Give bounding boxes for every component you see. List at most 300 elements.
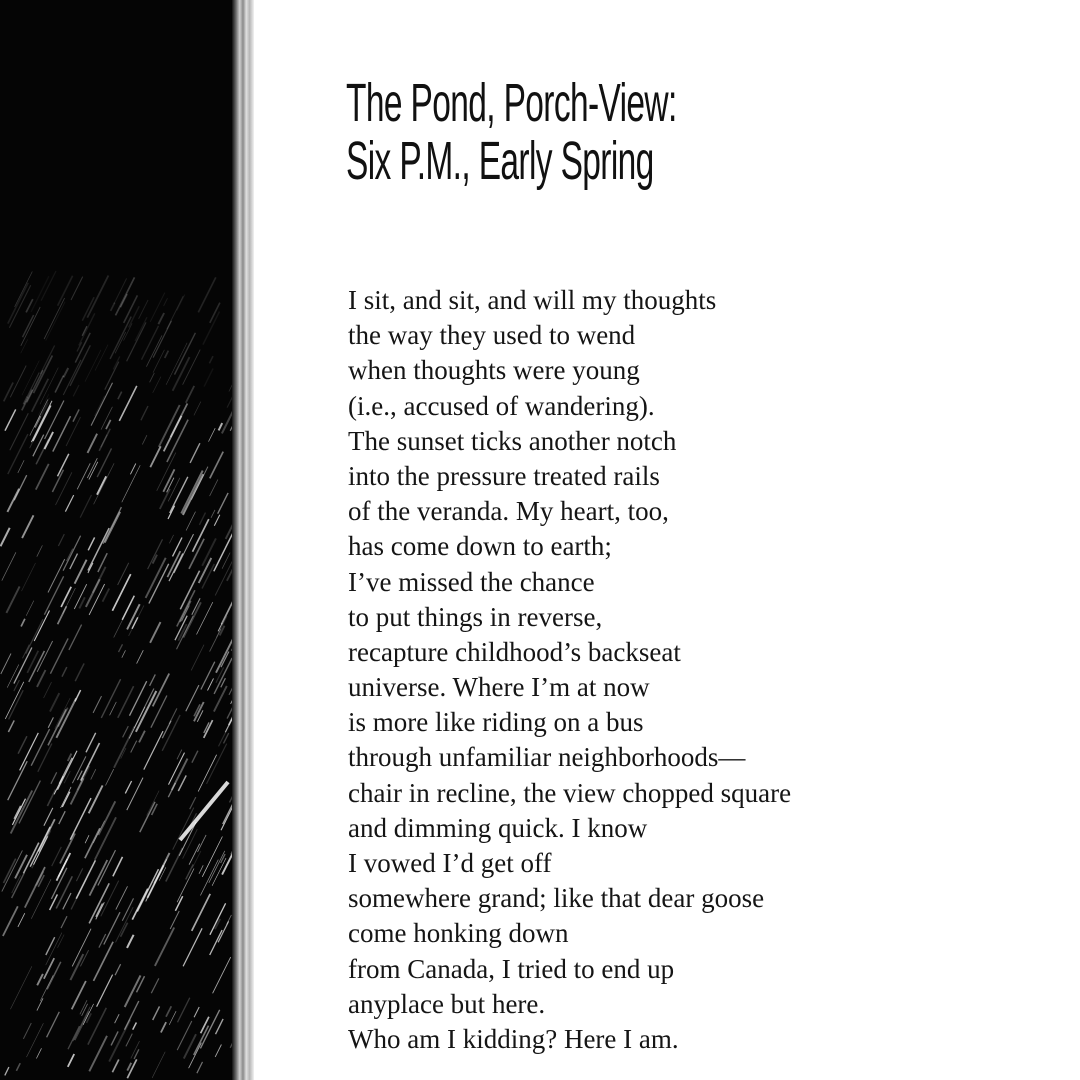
- wood-grain-streak: [219, 719, 233, 747]
- wood-grain-streak: [23, 645, 30, 659]
- wood-grain-streak: [61, 587, 71, 607]
- wood-grain-streak: [47, 790, 55, 807]
- wood-grain-streak: [63, 360, 81, 395]
- wood-grain-streak: [31, 276, 49, 312]
- wood-grain-streak: [89, 462, 98, 480]
- wood-grain-streak: [121, 294, 128, 307]
- wood-grain-streak: [34, 611, 49, 642]
- wood-grain-streak: [150, 674, 156, 685]
- wood-grain-streak: [201, 662, 215, 690]
- wood-grain-streak: [178, 775, 186, 791]
- poem-line: into the pressure treated rails: [348, 460, 660, 491]
- wood-grain-streak: [101, 881, 119, 917]
- wood-grain-streak: [132, 889, 148, 920]
- wood-grain-streak: [208, 678, 214, 690]
- wood-grain-streak: [216, 616, 227, 637]
- wood-grain-streak: [41, 271, 56, 301]
- wood-grain-streak: [85, 835, 89, 843]
- wood-grain-streak: [79, 597, 85, 608]
- wood-grain-streak: [87, 458, 97, 478]
- wood-grain-streak: [197, 1062, 203, 1073]
- poem-line: (i.e., accused of wandering).: [348, 390, 655, 421]
- wood-grain-streak: [69, 625, 82, 650]
- wood-grain-streak: [151, 696, 167, 728]
- wood-grain-streak: [135, 317, 147, 341]
- wood-grain-streak: [37, 641, 52, 672]
- wood-grain-streak: [186, 685, 199, 711]
- wood-grain-streak: [139, 731, 145, 743]
- poem-line: chair in recline, the view chopped square: [348, 777, 792, 808]
- poem-line: recapture childhood’s backseat: [348, 636, 681, 667]
- wood-grain-streak: [10, 366, 26, 398]
- wood-grain-streak: [201, 1017, 209, 1034]
- wood-grain-streak: [50, 693, 59, 712]
- wood-grain-streak: [37, 545, 43, 556]
- wood-grain-streak: [83, 1004, 94, 1025]
- wood-grain-streak: [23, 315, 34, 337]
- wood-grain-streak: [116, 886, 128, 909]
- wood-grain-streak: [99, 934, 106, 948]
- wood-grain-streak: [142, 435, 147, 444]
- wood-grain-streak: [7, 489, 19, 512]
- poem-line: come honking down: [348, 918, 569, 949]
- wood-grain-streak: [56, 472, 72, 505]
- wood-grain-streak: [178, 998, 190, 1023]
- wood-grain-streak: [47, 1012, 60, 1038]
- wood-grain-streak: [73, 385, 79, 396]
- wood-grain-streak: [21, 619, 25, 627]
- wood-grain-streak: [168, 506, 175, 519]
- wood-grain-streak: [47, 962, 61, 990]
- poem-line: universe. Where I’m at now: [348, 672, 650, 703]
- wood-grain-streak: [63, 893, 71, 909]
- wood-grain-streak: [111, 1031, 118, 1045]
- wood-grain-streak: [150, 446, 160, 467]
- wood-grain-streak: [65, 495, 73, 512]
- wood-grain-streak: [164, 298, 168, 306]
- wood-grain-streak: [40, 346, 54, 374]
- wood-grain-streak: [158, 313, 164, 324]
- wood-grain-streak: [51, 868, 67, 899]
- wood-grain-streak: [58, 606, 67, 624]
- wood-grain-streak: [181, 471, 202, 514]
- wood-grain-texture: [0, 0, 250, 1080]
- poem-line: The sunset ticks another notch: [348, 425, 677, 456]
- wood-grain-streak: [8, 720, 14, 732]
- wood-grain-streak: [18, 736, 27, 754]
- wood-grain-streak: [116, 277, 135, 315]
- wood-grain-streak: [170, 911, 179, 929]
- wood-grain-streak: [192, 751, 198, 763]
- poem-line: is more like riding on a bus: [348, 707, 644, 738]
- wood-grain-streak: [36, 440, 48, 465]
- wood-grain-streak: [189, 844, 200, 865]
- poem-line: to put things in reverse,: [348, 601, 603, 632]
- wood-grain-streak: [22, 563, 36, 591]
- wood-grain-streak: [194, 1026, 209, 1055]
- wood-grain-streak: [150, 373, 155, 382]
- book-page-edge: [232, 0, 254, 1080]
- poem-body: [348, 283, 791, 1057]
- poem-title-line: Six P.M., Early Spring: [346, 131, 654, 191]
- wood-grain-streak: [210, 930, 222, 955]
- wood-grain-streak: [3, 906, 18, 936]
- wood-grain-streak: [209, 428, 216, 441]
- wood-grain-streak: [55, 376, 63, 393]
- wood-grain-streak: [97, 975, 113, 1007]
- wood-grain-streak: [150, 622, 160, 643]
- wood-grain-streak: [95, 817, 116, 860]
- wood-grain-streak: [68, 1026, 80, 1049]
- wood-grain-streak: [211, 510, 215, 518]
- wood-grain-streak: [56, 876, 72, 908]
- wood-grain-streak: [16, 1063, 20, 1071]
- wood-grain-streak: [98, 850, 116, 885]
- wood-grain-streak: [127, 1063, 131, 1071]
- wood-grain-streak: [72, 929, 91, 967]
- wood-grain-streak: [12, 799, 25, 825]
- wood-grain-streak: [152, 1052, 165, 1078]
- wood-grain-streak: [26, 601, 34, 616]
- wood-grain-streak: [153, 377, 161, 393]
- wood-grain-streak: [31, 729, 49, 766]
- wood-grain-streak: [76, 860, 95, 898]
- wood-grain-streak: [67, 549, 73, 561]
- wood-grain-streak: [18, 460, 24, 473]
- wood-grain-streak: [37, 998, 43, 1010]
- wood-grain-streak: [93, 696, 101, 713]
- wood-grain-streak: [11, 791, 33, 834]
- wood-grain-streak: [166, 1006, 171, 1017]
- wood-grain-streak: [194, 402, 201, 416]
- wood-grain-streak: [209, 851, 225, 883]
- wood-grain-streak: [23, 1023, 31, 1039]
- wood-grain-streak: [89, 1036, 107, 1072]
- wood-grain-streak: [26, 619, 43, 654]
- wood-grain-streak: [203, 312, 220, 345]
- wood-grain-streak: [75, 560, 87, 584]
- dark-wood-surface: [0, 0, 250, 1080]
- wood-grain-streak: [199, 865, 203, 874]
- wood-grain-streak: [210, 903, 226, 935]
- wood-grain-streak: [153, 321, 171, 358]
- wood-grain-streak: [160, 489, 170, 509]
- wood-grain-streak: [213, 957, 231, 993]
- wood-grain-streak: [21, 339, 28, 353]
- wood-grain-streak: [142, 326, 159, 360]
- wood-grain-streak: [115, 1014, 120, 1023]
- wood-grain-streak: [44, 682, 52, 698]
- wood-grain-streak: [144, 731, 163, 770]
- wood-grain-streak: [52, 470, 63, 492]
- wood-grain-streak: [22, 515, 33, 538]
- wood-grain-streak: [88, 434, 98, 453]
- wood-grain-streak: [155, 928, 174, 966]
- wood-grain-streak: [103, 589, 110, 602]
- wood-grain-streak: [183, 928, 202, 966]
- wood-grain-streak: [40, 398, 50, 417]
- wood-grain-streak: [15, 855, 27, 879]
- wood-grain-streak: [95, 396, 105, 416]
- wood-grain-streak: [58, 935, 65, 948]
- wood-grain-streak: [58, 276, 73, 306]
- wood-grain-streak: [48, 709, 66, 745]
- wood-grain-streak: [165, 351, 169, 358]
- wood-grain-streak: [103, 507, 121, 544]
- wood-grain-streak: [210, 452, 223, 479]
- wood-grain-streak: [190, 797, 196, 809]
- wood-grain-streak: [130, 464, 135, 475]
- wood-grain-streak: [62, 792, 70, 807]
- wood-grain-streak: [4, 383, 13, 402]
- wood-grain-streak: [112, 1060, 118, 1073]
- wood-grain-streak: [98, 553, 107, 572]
- wood-grain-streak: [6, 586, 19, 613]
- poem-line: from Canada, I tried to end up: [348, 953, 675, 984]
- poem-line: has come down to earth;: [348, 531, 612, 562]
- wood-grain-streak: [105, 512, 120, 543]
- wood-grain-streak: [37, 974, 43, 985]
- wood-grain-streak: [106, 420, 111, 429]
- wood-grain-streak: [53, 416, 71, 451]
- wood-grain-streak: [19, 781, 40, 824]
- wood-grain-streak: [153, 1006, 160, 1020]
- wood-grain-streak: [61, 787, 72, 808]
- wood-grain-streak: [106, 769, 114, 785]
- poem-line: the way they used to wend: [348, 320, 636, 351]
- wood-grain-streak: [45, 401, 64, 440]
- wood-grain-streak: [169, 554, 183, 582]
- wood-grain-streak: [202, 564, 214, 589]
- wood-grain-streak: [89, 584, 105, 615]
- wood-grain-streak: [94, 942, 114, 981]
- wood-grain-streak: [1, 528, 10, 547]
- wood-grain-streak: [169, 1011, 176, 1025]
- wood-grain-streak: [12, 873, 25, 898]
- wood-grain-streak: [15, 272, 33, 307]
- wood-grain-streak: [36, 1048, 41, 1058]
- wood-grain-streak: [48, 559, 65, 592]
- wood-grain-streak: [80, 495, 91, 518]
- wood-grain-streak: [36, 464, 49, 490]
- wood-grain-streak: [8, 434, 28, 474]
- wood-grain-streak: [216, 1019, 224, 1034]
- wood-grain-streak: [2, 552, 16, 580]
- wood-grain-streak: [137, 650, 144, 663]
- wood-grain-streak: [58, 454, 69, 477]
- wood-grain-streak: [27, 370, 43, 402]
- wood-grain-streak: [210, 480, 218, 497]
- wood-grain-streak: [200, 860, 218, 896]
- wood-grain-streak: [110, 702, 117, 715]
- wood-grain-streak: [137, 869, 158, 911]
- wood-grain-streak: [46, 302, 65, 341]
- wood-grain-streak: [72, 981, 86, 1009]
- wood-grain-streak: [75, 663, 84, 681]
- wood-grain-streak: [140, 802, 155, 832]
- wood-grain-streak: [222, 553, 230, 569]
- wood-grain-streak: [153, 674, 170, 707]
- wood-grain-streak: [199, 513, 205, 525]
- wood-grain-streak: [86, 733, 96, 753]
- wood-grain-streak: [218, 493, 228, 514]
- wood-grain-streak: [175, 333, 196, 375]
- wood-grain-streak: [58, 534, 64, 546]
- wood-grain-streak: [126, 1034, 132, 1047]
- wood-grain-streak: [9, 690, 24, 719]
- poem-line: of the veranda. My heart, too,: [348, 496, 669, 527]
- wood-grain-streak: [122, 650, 126, 657]
- book-page: [254, 0, 1080, 1080]
- wood-grain-streak: [40, 975, 53, 1001]
- wood-grain-streak: [58, 751, 78, 790]
- wood-grain-streak: [177, 869, 194, 903]
- wood-grain-streak: [209, 356, 213, 363]
- wood-grain-streak: [51, 772, 57, 784]
- wood-grain-streak: [133, 1023, 137, 1030]
- wood-grain-streak: [76, 868, 82, 881]
- wood-grain-streak: [101, 435, 107, 448]
- wood-grain-streak: [194, 1007, 199, 1017]
- wood-grain-streak: [173, 538, 183, 557]
- wood-grain-streak: [169, 535, 173, 543]
- wood-grain-streak: [91, 769, 96, 779]
- wood-grain-streak: [166, 848, 183, 882]
- wood-grain-streak: [9, 285, 30, 328]
- wood-grain-streak: [39, 819, 55, 851]
- wood-grain-streak: [98, 801, 115, 835]
- wood-grain-streak: [21, 307, 40, 346]
- wood-grain-streak: [1, 654, 11, 675]
- wood-grain-streak: [61, 916, 67, 928]
- wood-grain-streak: [88, 528, 109, 570]
- wood-grain-streak: [73, 1007, 90, 1041]
- wood-grain-streak: [68, 1054, 74, 1067]
- wood-grain-streak: [115, 964, 121, 975]
- wood-grain-streak: [192, 851, 201, 868]
- poem-line: when thoughts were young: [348, 355, 640, 386]
- poem-line: Who am I kidding? Here I am.: [348, 1023, 679, 1054]
- wood-grain-streak: [37, 670, 46, 687]
- wood-grain-streak: [214, 515, 220, 526]
- wood-grain-streak: [30, 827, 50, 867]
- wood-grain-streak: [71, 277, 83, 300]
- wood-grain-streak: [123, 726, 129, 737]
- wood-grain-streak: [8, 761, 28, 800]
- wood-grain-streak: [113, 857, 123, 876]
- wood-grain-streak: [56, 698, 76, 738]
- wood-grain-streak: [131, 741, 137, 753]
- wood-grain-streak: [85, 350, 101, 382]
- wood-grain-streak: [137, 976, 145, 992]
- wood-grain-streak: [207, 744, 227, 784]
- wood-grain-streak: [97, 476, 106, 494]
- wood-grain-streak: [91, 383, 112, 426]
- wood-grain-streak: [73, 409, 79, 421]
- wood-grain-streak: [94, 463, 115, 504]
- poem-line: somewhere grand; like that dear goose: [348, 883, 765, 914]
- wood-grain-streak: [5, 682, 24, 719]
- wood-grain-streak: [127, 778, 143, 811]
- wood-grain-streak: [20, 733, 39, 771]
- wood-grain-streak: [112, 574, 130, 611]
- wood-grain-streak: [146, 335, 162, 366]
- wood-grain-streak: [191, 645, 204, 671]
- wood-grain-streak: [115, 332, 126, 353]
- wood-grain-streak: [44, 808, 53, 826]
- wood-grain-streak: [198, 277, 216, 312]
- wood-grain-streak: [177, 295, 185, 311]
- wood-grain-streak: [10, 413, 29, 450]
- wood-grain-streak: [190, 443, 200, 463]
- wood-grain-streak: [127, 935, 134, 948]
- wood-grain-streak: [10, 966, 32, 1009]
- wood-grain-streak: [8, 283, 28, 324]
- wood-grain-streak: [59, 811, 65, 824]
- wood-grain-streak: [177, 750, 182, 760]
- wood-grain-streak: [64, 368, 69, 377]
- wood-grain-streak: [48, 717, 53, 727]
- poem-title: [346, 74, 677, 190]
- wood-grain-streak: [168, 783, 175, 797]
- wood-grain-streak: [227, 915, 232, 925]
- wood-grain-streak: [130, 681, 147, 716]
- wood-grain-streak: [5, 1067, 9, 1075]
- wood-grain-streak: [141, 406, 148, 420]
- wood-grain-streak: [44, 298, 65, 339]
- wood-grain-streak: [161, 1022, 166, 1032]
- wood-grain-streak: [111, 303, 115, 311]
- wood-grain-streak: [119, 386, 137, 421]
- wood-grain-streak: [215, 1045, 221, 1057]
- poem-line: I’ve missed the chance: [348, 566, 595, 597]
- wood-grain-streak: [125, 781, 131, 793]
- wood-grain-streak: [198, 835, 207, 852]
- wood-grain-streak: [34, 356, 53, 394]
- wood-grain-streak: [148, 539, 163, 569]
- wood-grain-streak: [116, 907, 134, 942]
- wood-grain-streak: [192, 894, 211, 931]
- poem-line: I sit, and sit, and will my thoughts: [348, 285, 717, 315]
- wood-grain-streak: [219, 423, 223, 430]
- wood-grain-streak: [62, 667, 67, 677]
- wood-glare-highlight: [180, 782, 228, 840]
- wood-grain-streak: [70, 798, 91, 840]
- wood-grain-streak: [110, 317, 131, 359]
- wood-grain-streak: [186, 512, 195, 531]
- wood-grain-streak: [118, 392, 122, 400]
- wood-grain-streak: [114, 602, 132, 637]
- wood-grain-streak: [191, 467, 208, 500]
- wood-grain-streak: [88, 537, 94, 550]
- wood-grain-streak: [4, 859, 16, 883]
- poem-line: and dimming quick. I know: [348, 812, 648, 843]
- wood-grain-streak: [124, 323, 133, 340]
- wood-grain-streak: [87, 276, 108, 318]
- wood-grain-streak: [186, 386, 194, 403]
- wood-grain-streak: [139, 300, 149, 319]
- poem-line: through unfamiliar neighborhoods—: [348, 742, 746, 773]
- wood-grain-streak: [105, 362, 119, 390]
- wood-grain-streak: [5, 409, 16, 430]
- wood-grain-streak: [44, 576, 63, 614]
- poem-title-line: The Pond, Porch-View:: [346, 73, 677, 133]
- wood-grain-streak: [122, 465, 140, 502]
- wood-grain-streak: [46, 937, 55, 955]
- wood-grain-streak: [204, 369, 213, 387]
- wood-grain-streak: [146, 558, 166, 598]
- wood-grain-streak: [166, 343, 187, 385]
